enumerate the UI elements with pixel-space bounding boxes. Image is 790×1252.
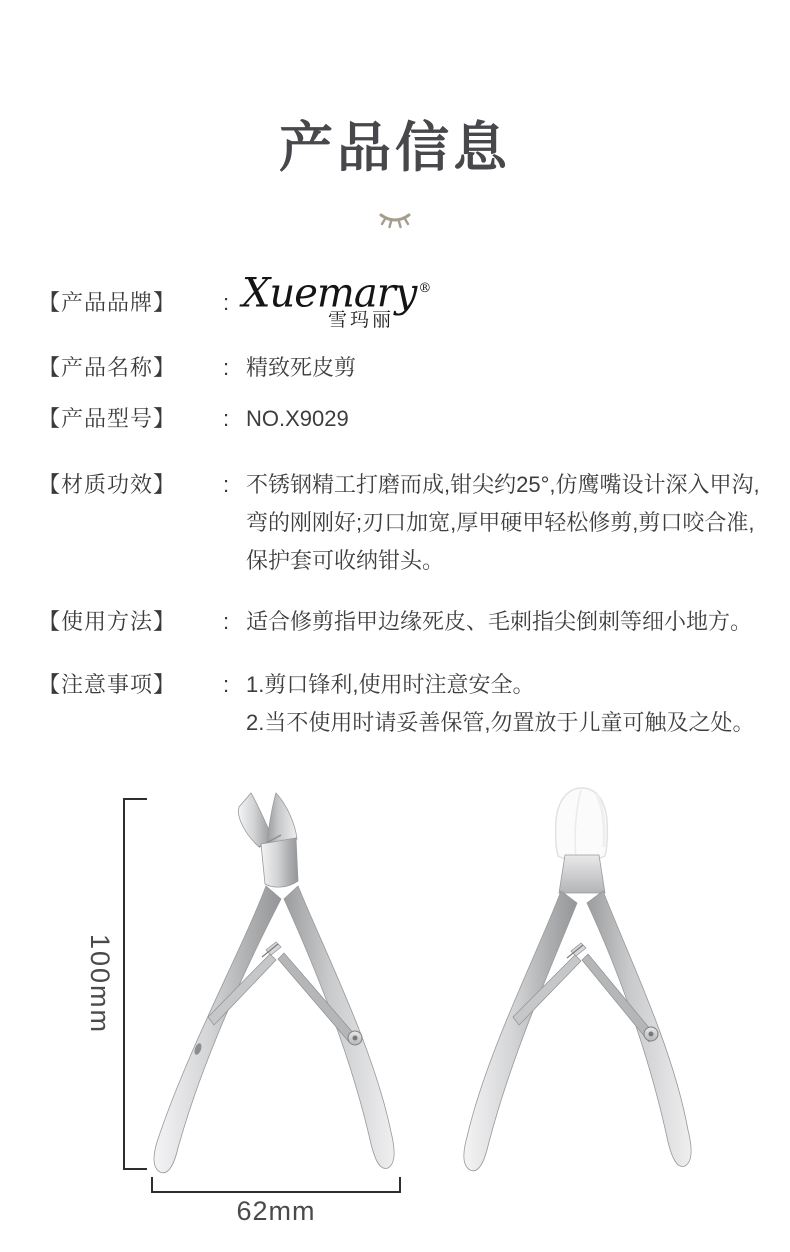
info-row-material xyxy=(38,466,760,580)
row-label: 【注意事项】 xyxy=(38,672,177,697)
cuticle-nipper-open-image xyxy=(148,787,400,1183)
brand-logo-text: Xuemary ® xyxy=(242,270,431,317)
row-label: 【产品品牌】 xyxy=(38,290,177,315)
closed-eye-lashes-icon xyxy=(378,209,412,231)
registered-trademark-icon: ® xyxy=(418,281,431,296)
brand-logo-subtext: 雪玛丽 xyxy=(327,310,394,332)
row-colon: : xyxy=(222,472,230,497)
width-dimension-label: 62mm xyxy=(236,1196,316,1226)
row-colon: : xyxy=(222,672,230,697)
product-name-value: 精致死皮剪 xyxy=(246,355,357,380)
material-description: 不锈钢精工打磨而成,钳尖约25°,仿鹰嘴设计深入甲沟,弯的刚刚好;刃口加宽,厚甲硬甲轻松修剪,剪口咬合准,保护套可收纳钳头。 xyxy=(246,472,760,573)
usage-description: 适合修剪指甲边缘死皮、毛刺指尖倒刺等细小地方。 xyxy=(246,609,753,634)
product-figure xyxy=(0,785,790,1245)
precautions-text xyxy=(246,666,760,742)
row-colon: : xyxy=(222,609,230,634)
row-colon: : xyxy=(222,355,230,380)
precaution-line-2: 2.当不使用时请妥善保管,勿置放于儿童可触及之处。 xyxy=(246,710,755,735)
info-row-usage xyxy=(38,606,760,638)
row-colon: : xyxy=(222,406,230,431)
row-label: 【产品名称】 xyxy=(38,355,177,380)
brand-logo xyxy=(242,268,431,338)
model-number-value: NO.X9029 xyxy=(246,406,349,431)
product-info-list xyxy=(38,268,760,742)
row-label: 【使用方法】 xyxy=(38,609,177,634)
cuticle-nipper-capped-image xyxy=(455,785,707,1185)
info-row-product-name xyxy=(38,352,760,384)
info-row-precautions xyxy=(38,666,760,742)
height-dimension-label: 100mm xyxy=(85,933,116,1035)
width-dimension-bracket xyxy=(151,1177,401,1193)
page-title: 产品信息 xyxy=(279,118,511,178)
info-row-brand xyxy=(38,268,760,338)
precaution-line-1: 1.剪口锋利,使用时注意安全。 xyxy=(246,672,535,697)
row-label: 【材质功效】 xyxy=(38,472,177,497)
info-row-model xyxy=(38,403,760,435)
row-label: 【产品型号】 xyxy=(38,406,177,431)
row-colon: : xyxy=(222,290,230,315)
